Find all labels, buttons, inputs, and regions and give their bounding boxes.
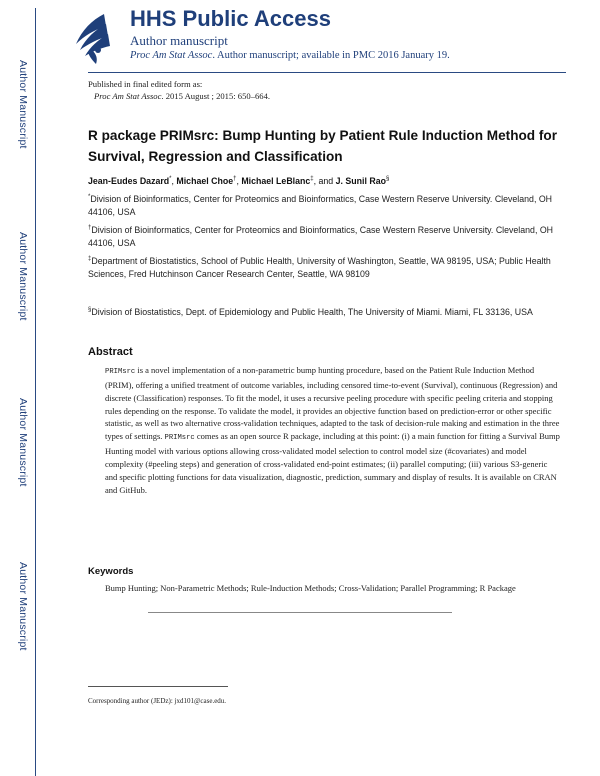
- hhs-eagle-logo-icon: [68, 10, 112, 66]
- header-divider: [88, 72, 566, 73]
- sidebar-label-3: Author Manuscript: [17, 398, 29, 487]
- package-name: PRIMsrc: [105, 368, 136, 376]
- citation-journal: Proc Am Stat Assoc: [94, 91, 162, 101]
- package-name: PRIMsrc: [164, 434, 195, 443]
- abstract-body: [105, 364, 560, 496]
- keywords-text: Bump Hunting; Non-Parametric Methods; Rule-Induction Methods; Cross-Validation; Parallel Programming; R Package: [105, 583, 516, 593]
- author-name: Michael LeBlanc: [241, 176, 311, 186]
- hhs-title: HHS Public Access: [130, 6, 331, 31]
- affiliation-1: [88, 191, 558, 219]
- author-manuscript-sidebar: [0, 0, 36, 776]
- affiliation-mark: ‡: [88, 256, 92, 262]
- citation: [88, 90, 270, 102]
- author-mark: ‡: [310, 176, 314, 183]
- author-list: [88, 176, 389, 186]
- abstract-text-1: is a novel implementation of a non-parametric bump hunting procedure, based on the Patient Rule Induction Method (PRIM), offering a unified treatment of outcome variables, including censored time-to-event (Survival), continuous (Regression) and discrete (Classification) responses. To fit the model, it uses a recursive peeling procedure with specific peeling criteria and stopping rules depending on the response. To validate the model, it provides an objective function based on prediction-error or other specific statistic, as well as two alternative cross-validation techniques, adapted to the task of decision-rule making and estimation in the three types of settings.: [105, 365, 560, 442]
- author-separator: ,: [171, 176, 177, 186]
- affiliation-2: [88, 222, 558, 250]
- affiliation-text: Division of Bioinformatics, Center for Proteomics and Bioinformatics, Case Western Reserve University. Cleveland, OH 44106, USA: [88, 224, 554, 248]
- published-label: Published in final edited form as:: [88, 79, 203, 89]
- affiliation-mark: *: [88, 194, 91, 200]
- author-manuscript-label: Author manuscript: [130, 33, 228, 48]
- author-name: Michael Choe: [176, 176, 234, 186]
- sidebar-label-2: Author Manuscript: [17, 232, 29, 321]
- abstract-text-2: comes as an open source R package, including at this point: (i) a main function for fitting a Survival Bump Hunting model with various options allowing cross-validated model selection to control model size (#covariates) and model complexity (#peeling steps) and generation of cross-validated end-point estimates; (ii) parallel computing; (iii) various S3-generic and specific plotting functions for data visualization, diagnostic, prediction, summary and display of results. It is available on CRAN and GitHub.: [105, 431, 560, 495]
- author-mark: †: [233, 176, 237, 183]
- citation-details: . 2015 August ; 2015: 650–664.: [161, 91, 271, 101]
- availability-line: [130, 50, 450, 61]
- author-name: Jean-Eudes Dazard: [88, 176, 170, 186]
- affiliation-4: [88, 304, 558, 319]
- availability-text: . Author manuscript; available in PMC 2016 January 19.: [212, 50, 450, 61]
- affiliation-mark: †: [88, 225, 92, 231]
- abstract-heading: Abstract: [88, 346, 133, 358]
- keywords-heading: Keywords: [88, 566, 134, 577]
- journal-name: Proc Am Stat Assoc: [130, 50, 213, 61]
- affiliation-3: [88, 253, 558, 281]
- affiliation-text: Department of Biostatistics, School of Public Health, University of Washington, Seattle, WA 98195, USA; Public Health Sciences, Fred Hutchinson Cancer Research Center, Seattle, WA 98109: [88, 255, 551, 279]
- affiliation-text: Division of Biostatistics, Dept. of Epidemiology and Public Health, The University of Miami. Miami, FL 33136, USA: [91, 306, 533, 317]
- footnote-divider: [88, 686, 228, 687]
- author-mark: *: [169, 176, 172, 183]
- paper-title: R package PRIMsrc: Bump Hunting by Patient Rule Induction Method for Survival, Regression and Classification: [88, 128, 558, 164]
- author-name: J. Sunil Rao: [335, 176, 386, 186]
- sidebar-label-1: Author Manuscript: [17, 60, 29, 149]
- affiliation-mark: §: [88, 307, 92, 313]
- publication-note: [88, 78, 270, 102]
- author-separator: ,: [236, 176, 242, 186]
- keywords-divider: [148, 612, 452, 613]
- affiliation-text: Division of Bioinformatics, Center for Proteomics and Bioinformatics, Case Western Reserve University. Cleveland, OH 44106, USA: [88, 193, 553, 217]
- hhs-header: [64, 6, 564, 70]
- sidebar-label-4: Author Manuscript: [17, 562, 29, 651]
- author-mark: §: [386, 176, 390, 183]
- sidebar-divider: [35, 8, 36, 776]
- corresponding-author-footnote: Corresponding author (JEDz): jxd101@case.edu.: [88, 697, 227, 705]
- author-separator: , and: [313, 176, 336, 186]
